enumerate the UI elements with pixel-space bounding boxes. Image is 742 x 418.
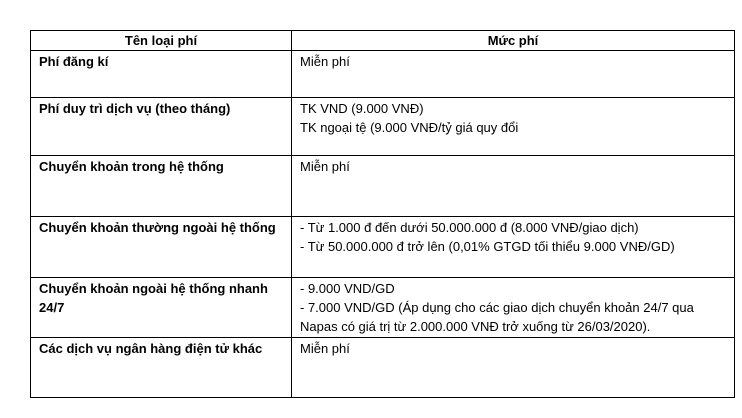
fee-value-maintenance <box>292 98 735 156</box>
fee-name-external-transfer: Chuyển khoản thường ngoài hệ thống <box>31 217 292 278</box>
fee-value-registration <box>292 51 735 98</box>
fee-value-line: - 7.000 VND/GD (Áp dụng cho các giao dịch chuyển khoản 24/7 qua Napas có giá trị từ 2.000.000 VNĐ trở xuống từ 26/03/2020). <box>300 300 694 334</box>
table-row <box>31 217 735 278</box>
fee-value-external-transfer <box>292 217 735 278</box>
table-row <box>31 278 735 338</box>
fee-name-fast-transfer: Chuyển khoản ngoài hệ thống nhanh 24/7 <box>31 278 292 338</box>
fee-value-line: Miễn phí <box>300 54 350 69</box>
header-fee-type: Tên loại phí <box>31 31 292 51</box>
fee-value-line: Miễn phí <box>300 341 350 356</box>
fee-value-line: TK ngoại tệ (9.000 VNĐ/tỷ giá quy đổi <box>300 120 519 135</box>
table-row <box>31 338 735 398</box>
fee-value-line: TK VND (9.000 VNĐ) <box>300 101 424 116</box>
fee-name-internal-transfer: Chuyển khoản trong hệ thống <box>31 156 292 217</box>
fee-value-internal-transfer <box>292 156 735 217</box>
fee-value-line: - Từ 50.000.000 đ trở lên (0,01% GTGD tối thiểu 9.000 VNĐ/GD) <box>300 239 675 254</box>
header-row <box>31 31 735 51</box>
header-fee-amount: Mức phí <box>292 31 735 51</box>
fee-name-other-services: Các dịch vụ ngân hàng điện tử khác <box>31 338 292 398</box>
fee-value-line: - 9.000 VND/GD <box>300 281 395 296</box>
fee-value-fast-transfer <box>292 278 735 338</box>
fee-name-registration: Phí đăng kí <box>31 51 292 98</box>
fee-value-other-services <box>292 338 735 398</box>
table-row <box>31 98 735 156</box>
fee-table <box>30 30 735 398</box>
fee-value-line: - Từ 1.000 đ đến dưới 50.000.000 đ (8.000 VNĐ/giao dịch) <box>300 220 639 235</box>
fee-value-line: Miễn phí <box>300 159 350 174</box>
table-row <box>31 51 735 98</box>
table-row <box>31 156 735 217</box>
fee-name-maintenance: Phí duy trì dịch vụ (theo tháng) <box>31 98 292 156</box>
